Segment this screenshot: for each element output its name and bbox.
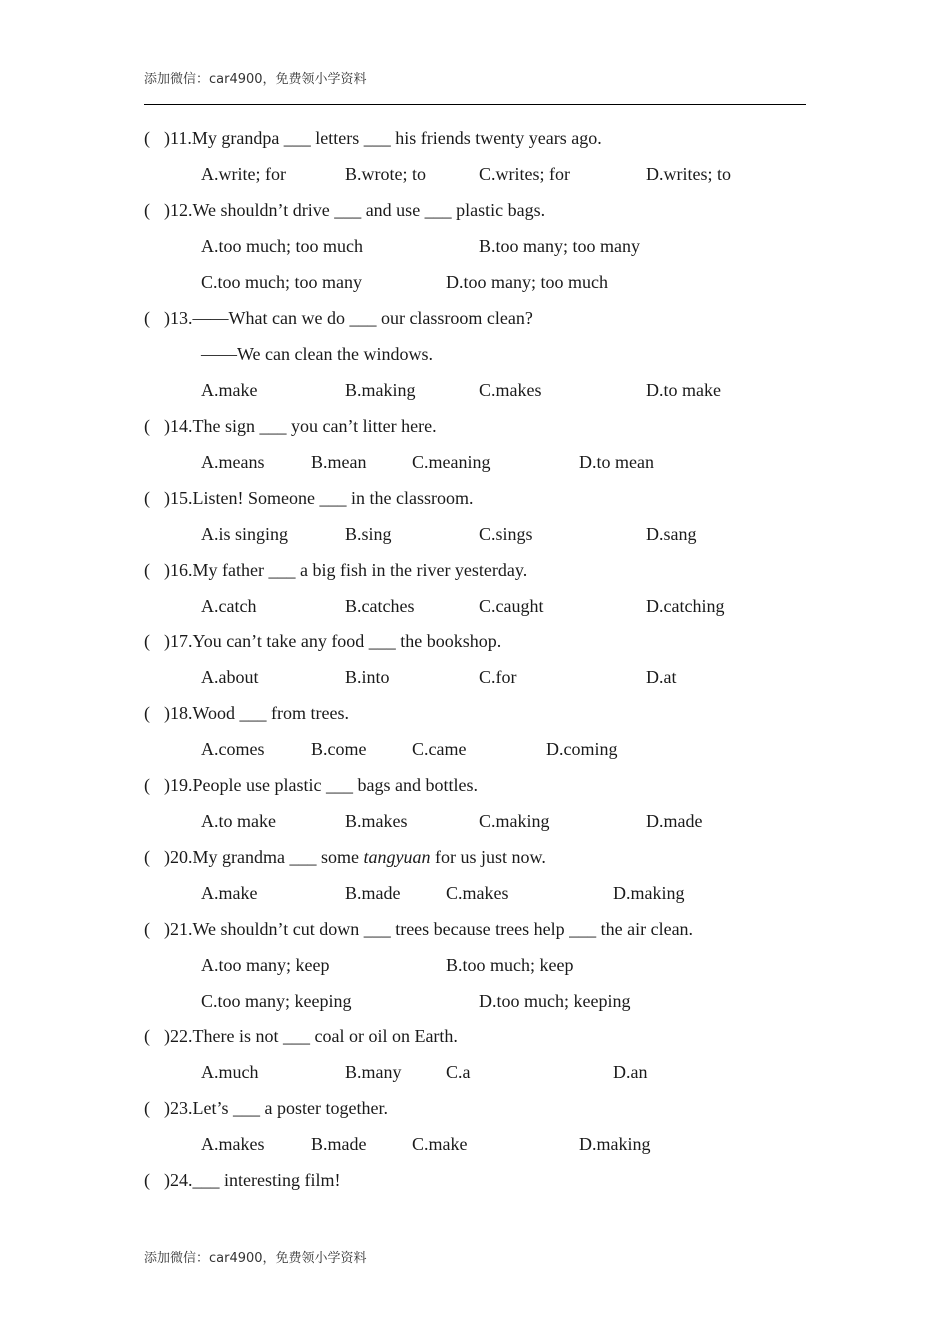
option-c: C.too many; keeping [201, 991, 352, 1011]
answer-blank[interactable]: ( [144, 919, 150, 939]
option-d: D.at [646, 667, 677, 687]
option-d: D.coming [546, 739, 618, 759]
option-c: C.making [479, 811, 550, 831]
answer-blank[interactable]: ( [144, 703, 150, 723]
question-15: ( )15.Listen! Someone ___ in the classroom. [144, 488, 474, 508]
question-text: My grandpa ___ letters ___ his friends twenty years ago. [191, 128, 602, 148]
question-text: People use plastic ___ bags and bottles. [192, 775, 478, 795]
answer-blank[interactable]: ( [144, 200, 150, 220]
answer-blank[interactable]: ( [144, 308, 150, 328]
option-a: A.make [201, 883, 258, 903]
answer-blank[interactable]: ( [144, 560, 150, 580]
answer-blank[interactable]: ( [144, 631, 150, 651]
option-b: B.sing [345, 524, 392, 544]
option-b: B.wrote; to [345, 164, 426, 184]
option-b: B.too many; too many [479, 236, 640, 256]
question-17: ( )17.You can’t take any food ___ the bookshop. [144, 631, 502, 651]
option-d: D.an [613, 1062, 648, 1082]
question-text: The sign ___ you can’t litter here. [192, 416, 437, 436]
option-b: B.into [345, 667, 390, 687]
option-a: A.catch [201, 596, 257, 616]
option-c: C.meaning [412, 452, 491, 472]
option-b: B.too much; keep [446, 955, 574, 975]
question-20: ( )20.My grandma ___ some tangyuan for us just now. [144, 847, 546, 867]
answer-blank[interactable]: ( [144, 128, 150, 148]
option-c: C.makes [479, 380, 542, 400]
question-text: We shouldn’t cut down ___ trees because trees help ___ the air clean. [192, 919, 694, 939]
option-a: A.too much; too much [201, 236, 363, 256]
option-c: C.sings [479, 524, 533, 544]
question-text: My father ___ a big fish in the river yesterday. [192, 560, 528, 580]
question-12: ( )12.We shouldn’t drive ___ and use ___ plastic bags. [144, 200, 546, 220]
option-a: A.means [201, 452, 265, 472]
option-d: D.writes; to [646, 164, 731, 184]
option-b: B.made [345, 883, 401, 903]
answer-blank[interactable]: ( [144, 488, 150, 508]
option-d: D.too much; keeping [479, 991, 631, 1011]
option-d: D.catching [646, 596, 725, 616]
answer-blank[interactable]: ( [144, 416, 150, 436]
question-text: for us just now. [430, 847, 546, 867]
option-d: D.sang [646, 524, 697, 544]
question-text: My grandma ___ some [192, 847, 364, 867]
question-14: ( )14.The sign ___ you can’t litter here. [144, 416, 437, 436]
question-text: ——What can we do ___ our classroom clean? [192, 308, 533, 328]
option-c: C.came [412, 739, 467, 759]
option-b: B.catches [345, 596, 415, 616]
question-text: We shouldn’t drive ___ and use ___ plastic bags. [192, 200, 546, 220]
option-b: B.come [311, 739, 367, 759]
option-d: D.making [613, 883, 685, 903]
question-text-italic: tangyuan [363, 847, 431, 867]
option-c: C.make [412, 1134, 468, 1154]
option-a: A.make [201, 380, 258, 400]
answer-blank[interactable]: ( [144, 1098, 150, 1118]
question-22: ( )22.There is not ___ coal or oil on Earth. [144, 1026, 458, 1046]
question-text: Listen! Someone ___ in the classroom. [192, 488, 474, 508]
option-a: A.much [201, 1062, 259, 1082]
question-18: ( )18.Wood ___ from trees. [144, 703, 350, 723]
header-divider [144, 104, 806, 105]
option-d: D.to mean [579, 452, 654, 472]
option-a: A.to make [201, 811, 276, 831]
option-b: B.makes [345, 811, 408, 831]
page-header-note: 添加微信：car4900，免费领小学资料 [144, 72, 367, 87]
question-13: ( )13.——What can we do ___ our classroom clean? [144, 308, 533, 328]
question-24: ( )24.___ interesting film! [144, 1170, 341, 1190]
question-text: You can’t take any food ___ the bookshop. [192, 631, 502, 651]
question-11: ( )11.My grandpa ___ letters ___ his friends twenty years ago. [144, 128, 602, 148]
answer-blank[interactable]: ( [144, 775, 150, 795]
option-c: C.writes; for [479, 164, 570, 184]
option-c: C.too much; too many [201, 272, 362, 292]
question-16: ( )16.My father ___ a big fish in the river yesterday. [144, 560, 528, 580]
option-c: C.caught [479, 596, 544, 616]
question-text: ___ interesting film! [192, 1170, 341, 1190]
option-d: D.to make [646, 380, 721, 400]
answer-blank[interactable]: ( [144, 1026, 150, 1046]
option-d: D.making [579, 1134, 651, 1154]
option-b: B.many [345, 1062, 402, 1082]
dialogue-response: ——We can clean the windows. [201, 344, 433, 364]
page-footer-note: 添加微信：car4900，免费领小学资料 [144, 1251, 367, 1266]
option-d: D.made [646, 811, 703, 831]
question-23: ( )23.Let’s ___ a poster together. [144, 1098, 388, 1118]
question-text: Wood ___ from trees. [192, 703, 350, 723]
option-c: C.for [479, 667, 517, 687]
option-a: A.is singing [201, 524, 289, 544]
option-a: A.about [201, 667, 259, 687]
question-text: There is not ___ coal or oil on Earth. [192, 1026, 458, 1046]
question-text: Let’s ___ a poster together. [192, 1098, 388, 1118]
option-b: B.making [345, 380, 416, 400]
option-b: B.mean [311, 452, 367, 472]
option-a: A.write; for [201, 164, 286, 184]
option-d: D.too many; too much [446, 272, 608, 292]
option-a: A.too many; keep [201, 955, 330, 975]
question-19: ( )19.People use plastic ___ bags and bottles. [144, 775, 478, 795]
option-c: C.makes [446, 883, 509, 903]
option-c: C.a [446, 1062, 471, 1082]
option-a: A.comes [201, 739, 265, 759]
question-21: ( )21.We shouldn’t cut down ___ trees because trees help ___ the air clean. [144, 919, 694, 939]
option-a: A.makes [201, 1134, 265, 1154]
answer-blank[interactable]: ( [144, 1170, 150, 1190]
option-b: B.made [311, 1134, 367, 1154]
answer-blank[interactable]: ( [144, 847, 150, 867]
